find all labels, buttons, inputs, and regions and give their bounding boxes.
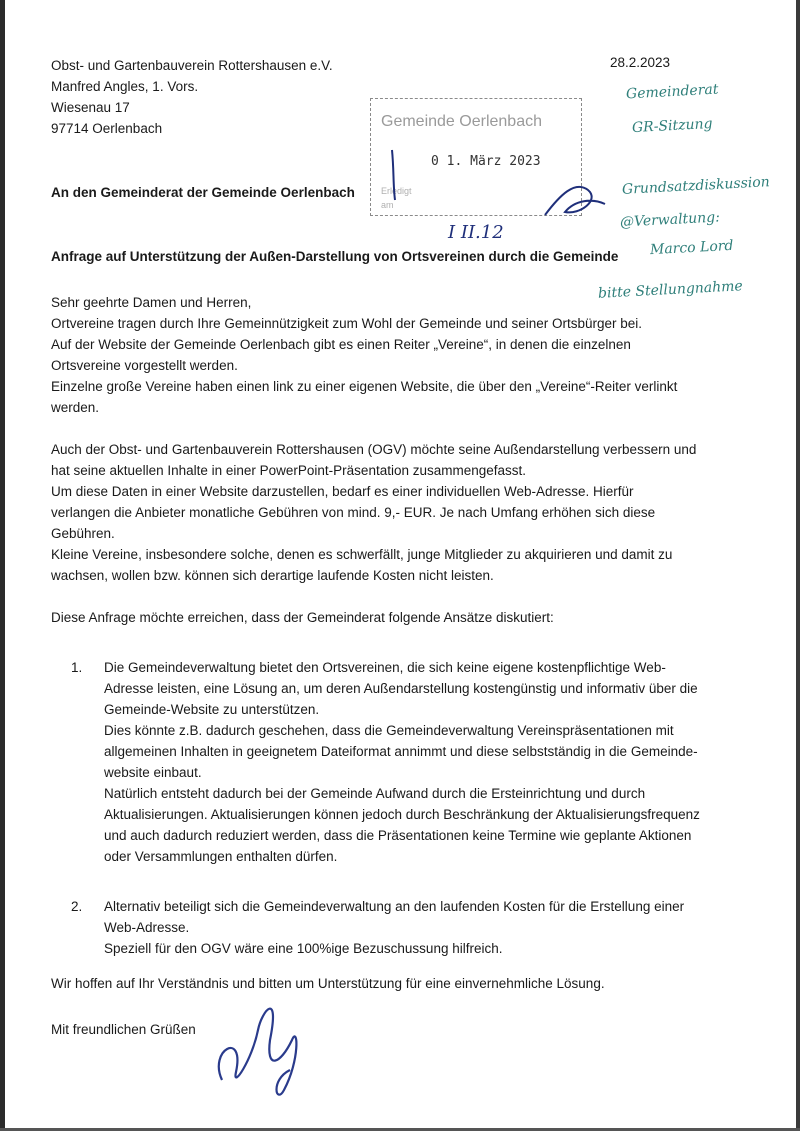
scan-edge-left xyxy=(0,0,5,1131)
paragraph-line: Ortsvereine vorgestellt werden. xyxy=(51,358,238,373)
sender-address xyxy=(51,55,333,139)
handwritten-note: bitte Stellungnahme xyxy=(597,278,744,302)
sender-org: Obst- und Gartenbauverein Rottershausen e.V. xyxy=(51,58,333,73)
stamp-done-label: Erledigt xyxy=(381,186,412,196)
list-number: 1. xyxy=(71,660,83,675)
recipient: An den Gemeinderat der Gemeinde Oerlenbach xyxy=(51,185,355,200)
stamp-field-label: am xyxy=(381,200,394,210)
paragraph-line: Um diese Daten in einer Website darzustellen, bedarf es einer individuellen Web-Adresse. Hierfür xyxy=(51,484,634,499)
handwritten-note: @Verwaltung: xyxy=(619,209,721,231)
letter-date: 28.2.2023 xyxy=(610,55,671,70)
sender-street: Wiesenau 17 xyxy=(51,100,130,115)
handwritten-note: GR-Sitzung xyxy=(631,115,713,137)
list-line: Natürlich entsteht dadurch bei der Gemeinde Aufwand durch die Ersteinrichtung und durch xyxy=(104,786,646,801)
salutation: Sehr geehrte Damen und Herren, xyxy=(51,295,252,310)
closing-sentence: Wir hoffen auf Ihr Verständnis und bitten um Unterstützung für eine einvernehmliche Lösung. xyxy=(51,976,605,991)
list-line: Aktualisierungen. Aktualisierungen können jedoch durch Beschränkung der Aktualisierungsfrequenz xyxy=(104,807,700,822)
paragraph-line: Auch der Obst- und Gartenbauverein Rottershausen (OGV) möchte seine Außendarstellung verbessern und xyxy=(51,442,697,457)
subject-line: Anfrage auf Unterstützung der Außen-Darstellung von Ortsvereinen durch die Gemeinde xyxy=(51,249,619,264)
paragraph-line: Kleine Vereine, insbesondere solche, denen es schwerfällt, junge Mitglieder zu akquirieren und damit zu xyxy=(51,547,673,562)
list-line: Speziell für den OGV wäre eine 100%ige Bezuschussung hilfreich. xyxy=(104,941,503,956)
paragraph-line: wachsen, wollen bzw. können sich derartige laufende Kosten nicht leisten. xyxy=(51,568,494,583)
list-line: Alternativ beteiligt sich die Gemeindeverwaltung an den laufenden Kosten für die Erstellung einer xyxy=(104,899,685,914)
stamp-office: Gemeinde Oerlenbach xyxy=(381,113,542,130)
handwritten-note: Gemeinderat xyxy=(625,81,719,103)
ink-mark: I II.12 xyxy=(448,222,504,243)
paragraph-line: werden. xyxy=(51,400,100,415)
paragraph-line: Gebühren. xyxy=(51,526,115,541)
paragraph-line: verlangen die Anbieter monatliche Gebühren von mind. 9,- EUR. Je nach Umfang erhöhen sich diese xyxy=(51,505,656,520)
handwritten-note: Marco Lord xyxy=(649,237,734,259)
greeting: Mit freundlichen Grüßen xyxy=(51,1022,196,1037)
scan-edge-right xyxy=(796,0,800,1131)
paragraph-line: Ortvereine tragen durch Ihre Gemeinnützigkeit zum Wohl der Gemeinde und seiner Ortsbürger bei. xyxy=(51,316,643,331)
list-item xyxy=(51,896,766,959)
list-line: Gemeinde-Website zu unterstützen. xyxy=(104,702,320,717)
paragraph-line: Auf der Website der Gemeinde Oerlenbach gibt es einen Reiter „Vereine“, in denen die einzelnen xyxy=(51,337,631,352)
list-line: Die Gemeindeverwaltung bietet den Ortsvereinen, die sich keine eigene kostenpflichtige Web- xyxy=(104,660,666,675)
list-line: allgemeinen Inhalten in geeignetem Dateiformat annimmt und diese selbstständig in die Gemeinde- xyxy=(104,744,698,759)
list-line: Adresse leisten, eine Lösung an, um deren Außendarstellung kostengünstig und informativ über die xyxy=(104,681,698,696)
list-line: und auch dadurch reduziert werden, dass die Präsentationen keine Termine wie geplante Aktionen xyxy=(104,828,692,843)
list-line: website einbaut. xyxy=(104,765,202,780)
signature-icon xyxy=(219,1009,297,1095)
list-line: Dies könnte z.B. dadurch geschehen, dass die Gemeindeverwaltung Vereinspräsentationen mit xyxy=(104,723,674,738)
sender-name: Manfred Angles, 1. Vors. xyxy=(51,79,199,94)
list-line: oder Versammlungen enthalten dürfen. xyxy=(104,849,338,864)
paragraph-line: hat seine aktuellen Inhalte in einer PowerPoint-Präsentation zusammengefasst. xyxy=(51,463,527,478)
letter-body xyxy=(51,292,766,959)
list-number: 2. xyxy=(71,899,83,914)
handwritten-note: Grundsatzdiskussion xyxy=(621,174,771,198)
paragraph-line: Einzelne große Vereine haben einen link zu einer eigenen Website, die über den „Vereine“-Reiter verlinkt xyxy=(51,379,678,394)
paragraph-line: Diese Anfrage möchte erreichen, dass der Gemeinderat folgende Ansätze diskutiert: xyxy=(51,610,554,625)
sender-city: 97714 Oerlenbach xyxy=(51,121,163,136)
list-line: Web-Adresse. xyxy=(104,920,190,935)
list-item xyxy=(51,657,766,867)
stamp-date: 0 1. März 2023 xyxy=(431,154,541,169)
receipt-stamp xyxy=(370,98,582,216)
